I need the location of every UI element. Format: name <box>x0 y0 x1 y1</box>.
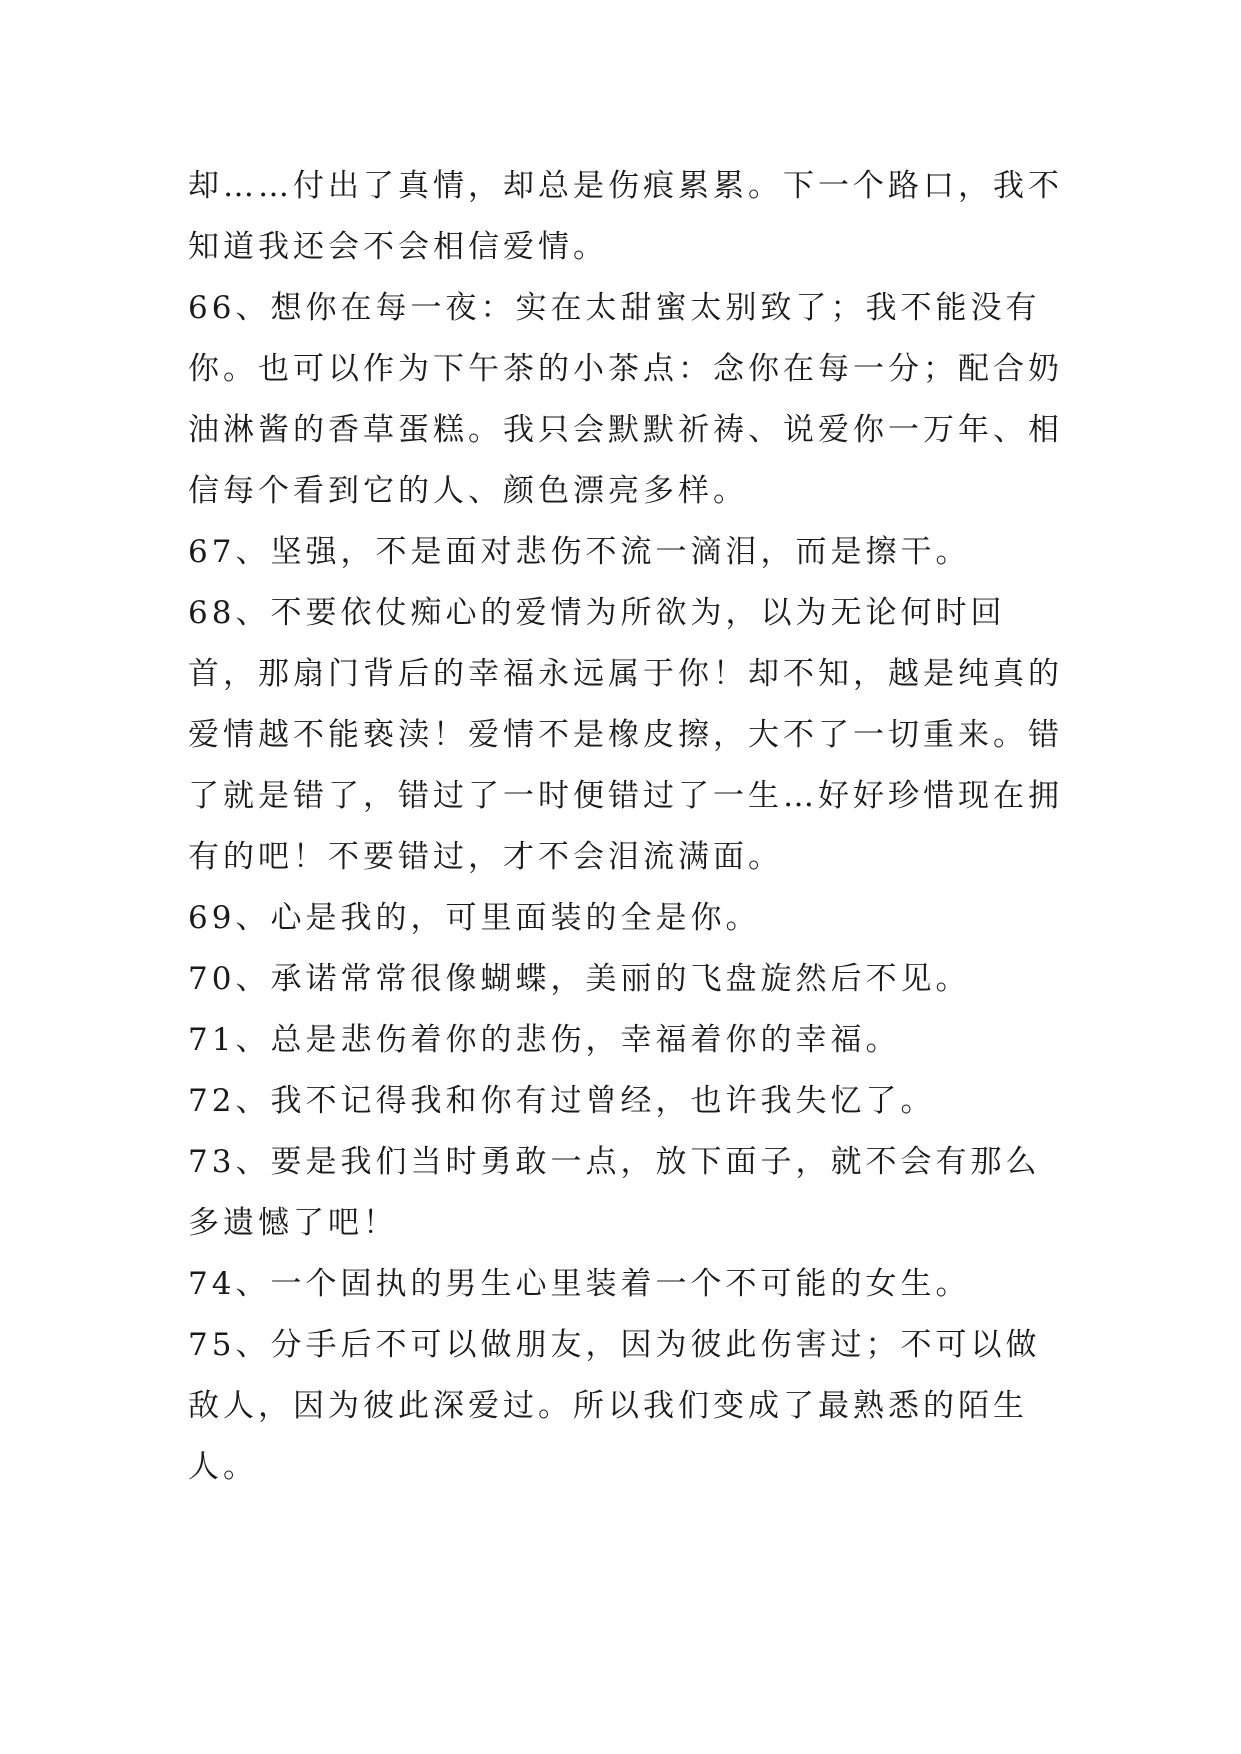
paragraph-72: 72、我不记得我和你有过曾经，也许我失忆了。 <box>188 1083 936 1119</box>
paragraph-68: 68、不要依仗痴心的爱情为所欲为，以为无论何时回首，那扇门背后的幸福永远属于你！却不知，越是纯真的爱情越不能亵渎！爱情不是橡皮擦，大不了一切重来。错了就是错了，错过了一时便错过了一生…好好珍惜现在拥有的吧！不要错过，才不会泪流满面。 <box>188 595 1063 875</box>
paragraph-69: 69、心是我的，可里面装的全是你。 <box>188 900 761 936</box>
paragraph-71: 71、总是悲伤着你的悲伤，幸福着你的幸福。 <box>188 1022 901 1058</box>
paragraph-75: 75、分手后不可以做朋友，因为彼此伤害过；不可以做敌人，因为彼此深爱过。所以我们变成了最熟悉的陌生人。 <box>188 1327 1041 1485</box>
paragraph-73: 73、要是我们当时勇敢一点，放下面子，就不会有那么多遗憾了吧！ <box>188 1144 1041 1241</box>
paragraph-70: 70、承诺常常很像蝴蝶，美丽的飞盘旋然后不见。 <box>188 961 971 997</box>
paragraph-67: 67、坚强，不是面对悲伤不流一滴泪，而是擦干。 <box>188 534 971 570</box>
paragraph-66: 66、想你在每一夜：实在太甜蜜太别致了；我不能没有你。也可以作为下午茶的小茶点：念你在每一分；配合奶油淋酱的香草蛋糕。我只会默默祈祷、说爱你一万年、相信每个看到它的人、颜色漂亮多样。 <box>188 290 1063 509</box>
document-body <box>188 156 1068 1498</box>
paragraph-continuation: 却……付出了真情，却总是伤痕累累。下一个路口，我不知道我还会不会相信爱情。 <box>188 168 1063 265</box>
paragraph-74: 74、一个固执的男生心里装着一个不可能的女生。 <box>188 1266 971 1302</box>
